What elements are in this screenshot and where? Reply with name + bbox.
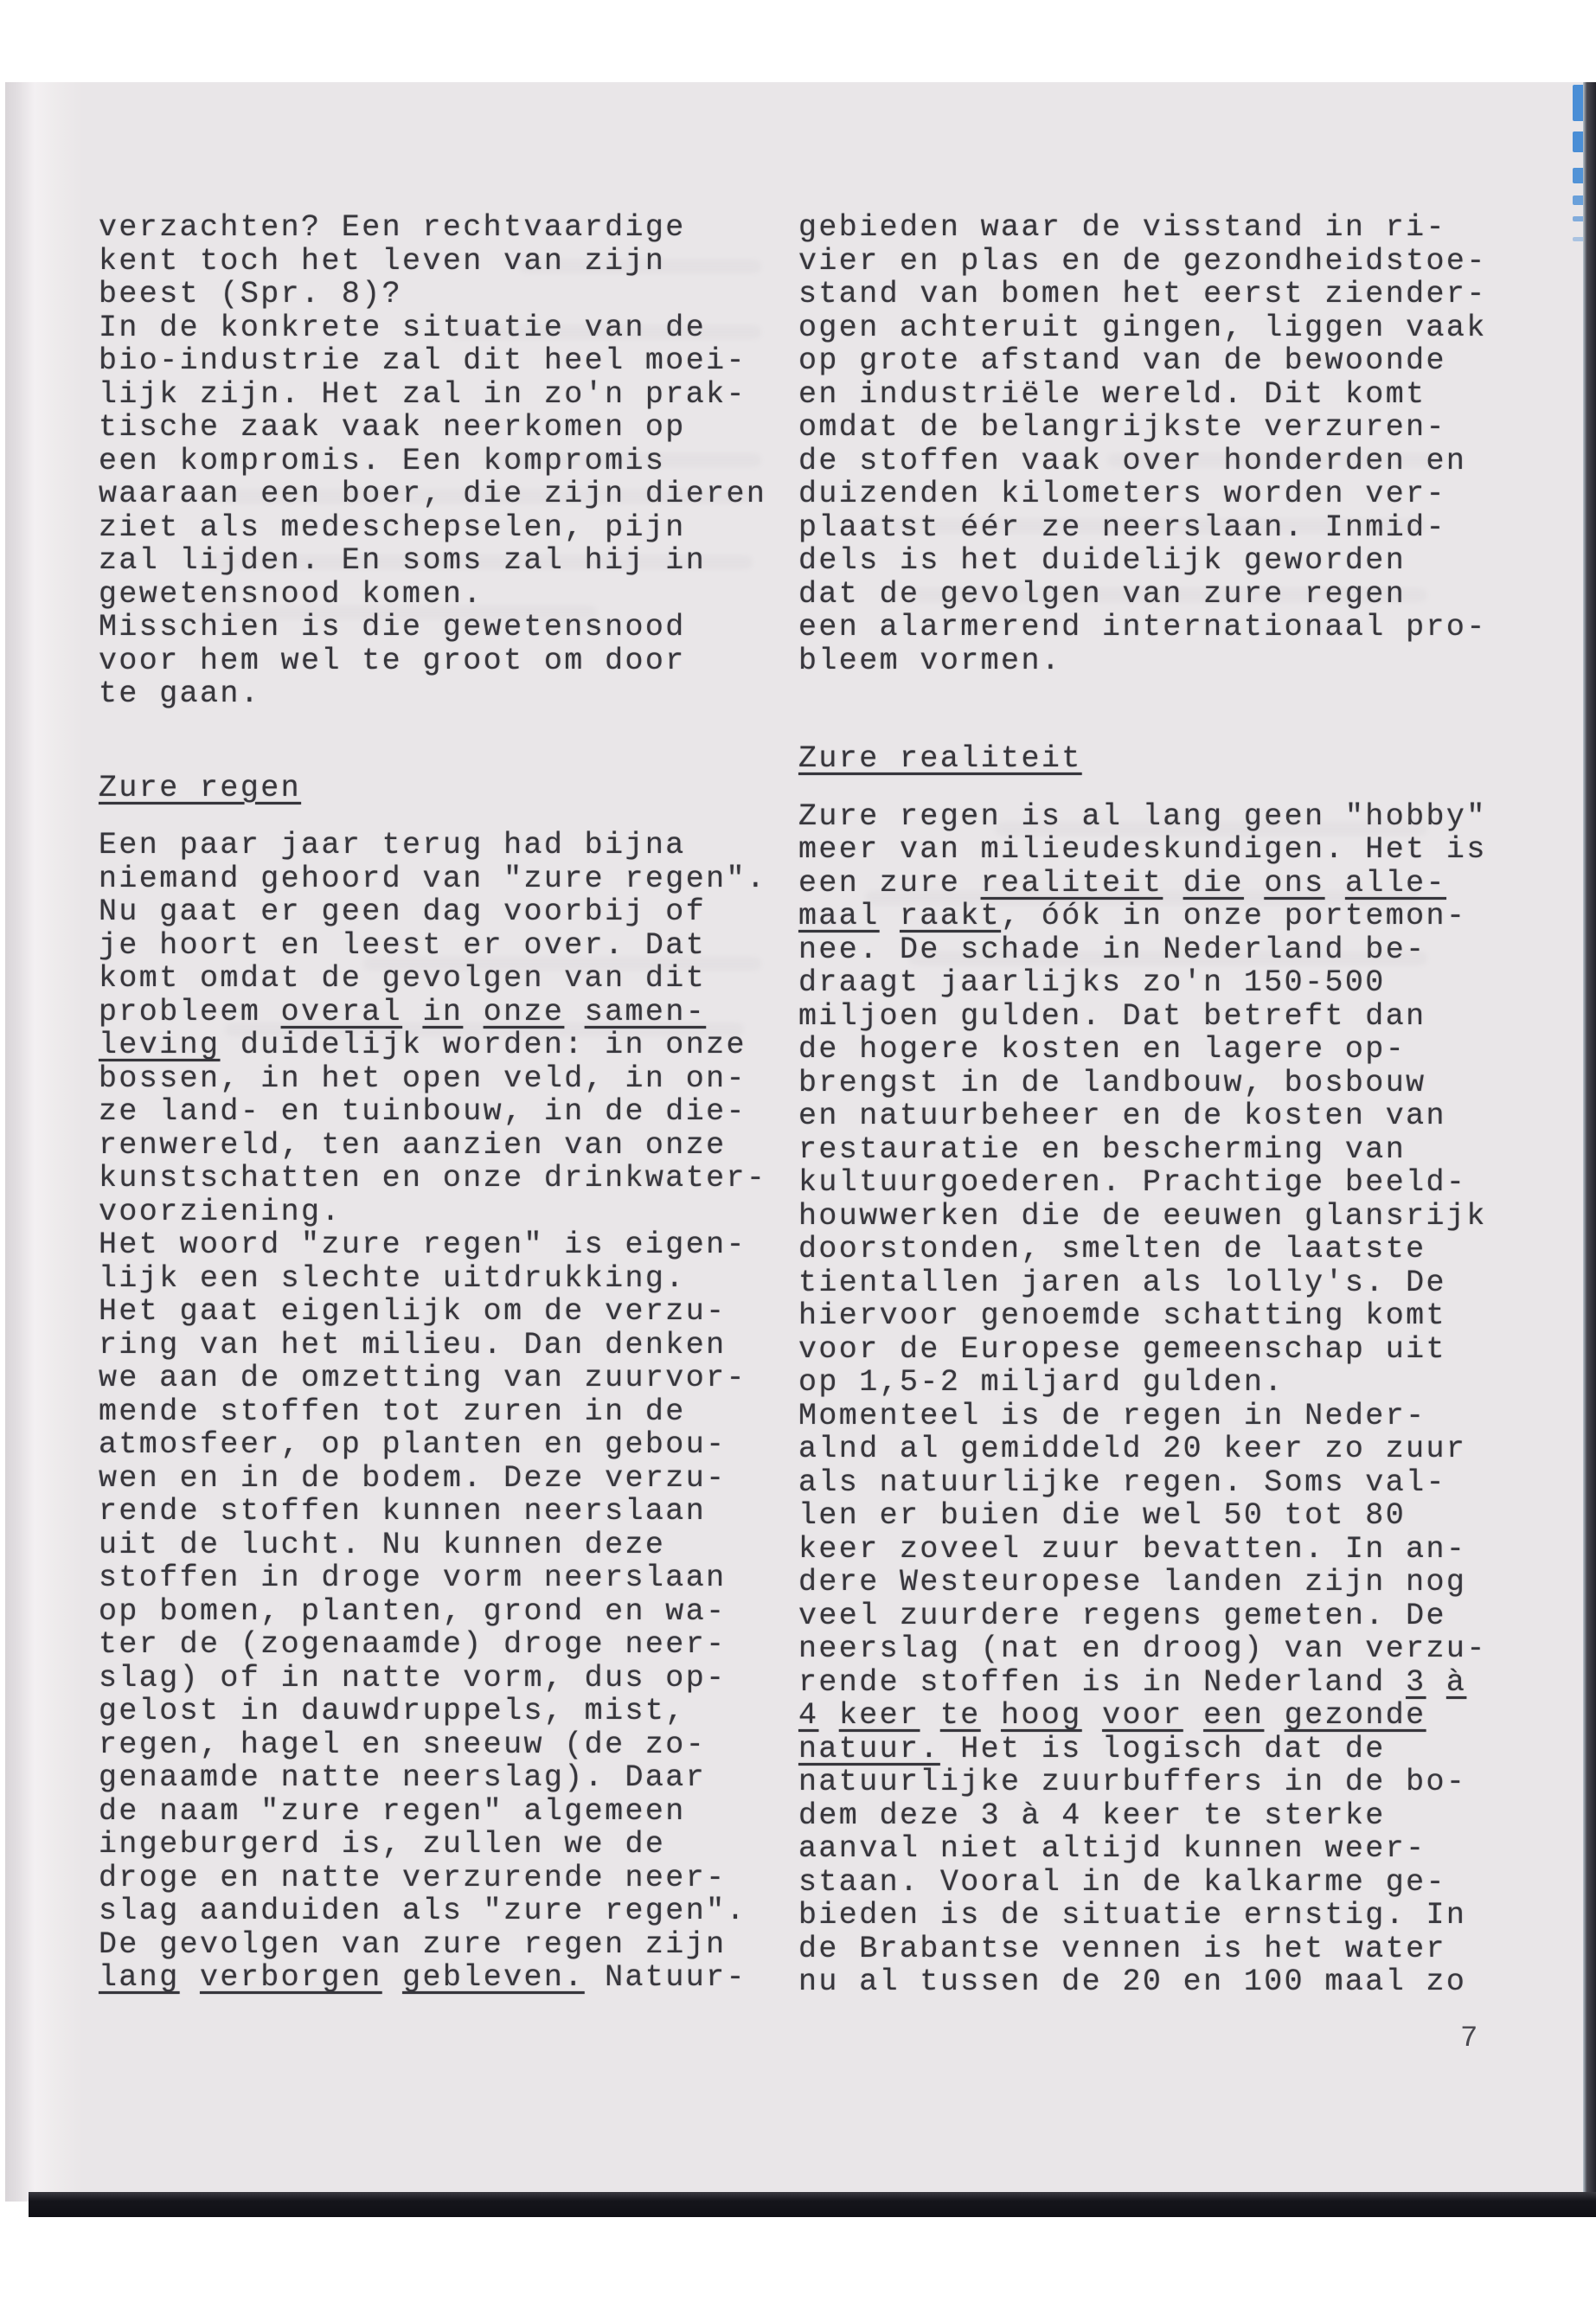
- text-line: ogen achteruit gingen, liggen vaak: [798, 310, 1487, 345]
- text-line: gebieden waar de visstand in ri-: [798, 210, 1446, 245]
- text-line: slag aanduiden als "zure regen".: [99, 1894, 747, 1928]
- text-line: miljoen gulden. Dat betreft dan: [798, 998, 1426, 1034]
- text-line: restauratie en bescherming van: [798, 1131, 1407, 1167]
- text-line: Nu gaat er geen dag voorbij of: [99, 894, 707, 929]
- text-line: mende stoffen tot zuren in de: [99, 1394, 686, 1429]
- text-line: hiervoor genoemde schatting komt: [798, 1298, 1446, 1333]
- text-line: De gevolgen van zure regen zijn: [99, 1926, 727, 1962]
- text-column-right: [798, 211, 1499, 1999]
- text-line: veel zuurdere regens gemeten. De: [798, 1598, 1446, 1633]
- text-line: meer van milieudeskundigen. Het is: [798, 832, 1487, 867]
- text-line: Momenteel is de regen in Neder-: [798, 1398, 1426, 1433]
- text-line: rende stoffen kunnen neerslaan: [99, 1494, 707, 1529]
- text-line: dels is het duidelijk geworden: [798, 543, 1407, 578]
- text-line: beest (Spr. 8)?: [99, 277, 403, 311]
- text-line: 4 keer te hoog voor een gezonde: [798, 1698, 1426, 1733]
- text-line: lijk zijn. Het zal in zo'n prak-: [99, 376, 747, 412]
- text-line: de Brabantse vennen is het water: [798, 1931, 1446, 1966]
- text-line: voor de Europese gemeenschap uit: [798, 1331, 1446, 1367]
- text-line: tientallen jaren als lolly's. De: [798, 1265, 1446, 1300]
- text-line: neerslag (nat en droog) van verzu-: [798, 1631, 1487, 1666]
- text-line: bossen, in het open veld, in on-: [99, 1061, 747, 1096]
- text-line: renwereld, ten aanzien van onze: [99, 1127, 727, 1163]
- text-line: en industriële wereld. Dit komt: [798, 376, 1426, 412]
- text-line: vier en plas en de gezondheidstoe-: [798, 243, 1487, 279]
- text-line: stand van bomen het eerst ziender-: [798, 277, 1487, 311]
- text-line: de stoffen vaak over honderden en: [798, 443, 1467, 478]
- text-line: ingeburgerd is, zullen we de: [99, 1827, 666, 1862]
- text-line: draagt jaarlijks zo'n 150-500: [798, 965, 1386, 1000]
- text-line: leving duidelijk worden: in onze: [99, 1028, 747, 1062]
- text-line: regen, hagel en sneeuw (de zo-: [99, 1727, 707, 1762]
- section-heading: [99, 772, 791, 805]
- text-line: nee. De schade in Nederland be-: [798, 932, 1426, 967]
- binding-shadow-bottom: [29, 2192, 1596, 2217]
- text-line: en natuurbeheer en de kosten van: [798, 1099, 1446, 1133]
- text-column-left: [99, 211, 791, 1995]
- text-line: maal raakt, óók in onze portemon-: [798, 899, 1467, 933]
- text-line: Zure regen is al lang geen "hobby": [798, 798, 1487, 834]
- text-line: Het gaat eigenlijk om de verzu-: [99, 1294, 727, 1329]
- text-line: wen en in de bodem. Deze verzu-: [99, 1460, 727, 1496]
- text-line: ziet als medeschepselen, pijn: [99, 510, 686, 545]
- text-line: aanval niet altijd kunnen weer-: [798, 1831, 1426, 1866]
- text-line: houwwerken die de eeuwen glansrijk: [798, 1198, 1487, 1234]
- text-line: verzachten? Een rechtvaardige: [99, 210, 686, 245]
- section-heading: [798, 742, 1499, 776]
- page-edge-shadow-right: [1583, 82, 1596, 2217]
- text-line: probleem overal in onze samen-: [99, 994, 707, 1029]
- text-line: zal lijden. En soms zal hij in: [99, 543, 707, 578]
- text-line: op grote afstand van de bewoonde: [798, 343, 1446, 378]
- text-line: Het woord "zure regen" is eigen-: [99, 1227, 747, 1262]
- text-line: de hogere kosten en lagere op-: [798, 1032, 1407, 1067]
- text-line: dere Westeuropese landen zijn nog: [798, 1565, 1467, 1599]
- paragraph: [798, 211, 1499, 677]
- text-line: Een paar jaar terug had bijna: [99, 828, 686, 862]
- text-line: de naam "zure regen" algemeen: [99, 1793, 686, 1829]
- text-line: bleem vormen.: [798, 643, 1062, 678]
- paragraph: [99, 211, 791, 711]
- text-line: plaatst éér ze neerslaan. Inmid-: [798, 510, 1446, 545]
- text-line: een zure realiteit die ons alle-: [798, 865, 1446, 901]
- text-line: op 1,5-2 miljard gulden.: [798, 1365, 1285, 1400]
- text-line: kultuurgoederen. Prachtige beeld-: [798, 1165, 1467, 1200]
- text-line: doorstonden, smelten de laatste: [798, 1232, 1426, 1266]
- page-number: 7: [1460, 2022, 1480, 2055]
- text-line: Zure regen: [99, 770, 302, 805]
- text-line: voorziening.: [99, 1194, 342, 1229]
- text-line: stoffen in droge vorm neerslaan: [99, 1561, 727, 1595]
- text-line: een kompromis. Een kompromis: [99, 443, 666, 478]
- text-line: genaamde natte neerslag). Daar: [99, 1760, 707, 1795]
- text-line: op bomen, planten, grond en wa-: [99, 1593, 727, 1629]
- text-line: kunstschatten en onze drinkwater-: [99, 1161, 767, 1195]
- text-line: dem deze 3 à 4 keer te sterke: [798, 1798, 1386, 1833]
- text-line: als natuurlijke regen. Soms val-: [798, 1465, 1446, 1500]
- text-line: natuurlijke zuurbuffers in de bo-: [798, 1765, 1467, 1799]
- text-line: niemand gehoord van "zure regen".: [99, 861, 767, 896]
- text-line: lang verborgen gebleven. Natuur-: [99, 1960, 747, 1995]
- text-line: In de konkrete situatie van de: [99, 310, 707, 345]
- text-line: ter de (zogenaamde) droge neer-: [99, 1627, 727, 1662]
- text-line: keer zoveel zuur bevatten. In an-: [798, 1531, 1467, 1567]
- text-line: je hoort en leest er over. Dat: [99, 927, 707, 963]
- text-line: rende stoffen is in Nederland 3 à: [798, 1664, 1467, 1700]
- text-line: Misschien is die gewetensnood: [99, 610, 686, 644]
- paragraph: [99, 829, 791, 1995]
- text-line: len er buien die wel 50 tot 80: [798, 1498, 1407, 1533]
- text-line: natuur. Het is logisch dat de: [798, 1731, 1386, 1766]
- text-line: duizenden kilometers worden ver-: [798, 477, 1446, 511]
- text-line: gelost in dauwdruppels, mist,: [99, 1694, 686, 1728]
- text-line: Zure realiteit: [798, 741, 1082, 776]
- text-line: uit de lucht. Nu kunnen deze: [99, 1527, 666, 1562]
- text-line: te gaan.: [99, 676, 261, 711]
- text-line: we aan de omzetting van zuurvor-: [99, 1361, 747, 1395]
- text-line: nu al tussen de 20 en 100 maal zo: [798, 1965, 1467, 1999]
- text-line: ze land- en tuinbouw, in de die-: [99, 1094, 747, 1129]
- text-line: gewetensnood komen.: [99, 576, 484, 612]
- text-line: droge en natte verzurende neer-: [99, 1860, 727, 1895]
- text-line: alnd al gemiddeld 20 keer zo zuur: [798, 1432, 1467, 1466]
- text-line: omdat de belangrijkste verzuren-: [798, 410, 1446, 445]
- text-line: bieden is de situatie ernstig. In: [798, 1898, 1467, 1932]
- text-line: waaraan een boer, die zijn dieren: [99, 477, 767, 511]
- text-line: slag) of in natte vorm, dus op-: [99, 1660, 727, 1695]
- text-line: bio-industrie zal dit heel moei-: [99, 343, 747, 378]
- text-line: lijk een slechte uitdrukking.: [99, 1260, 686, 1296]
- paragraph: [798, 800, 1499, 1999]
- text-line: brengst in de landbouw, bosbouw: [798, 1065, 1426, 1100]
- text-line: atmosfeer, op planten en gebou-: [99, 1427, 727, 1462]
- text-line: staan. Vooral in de kalkarme ge-: [798, 1864, 1446, 1900]
- text-line: kent toch het leven van zijn: [99, 243, 666, 279]
- text-line: ring van het milieu. Dan denken: [99, 1327, 727, 1362]
- text-line: tische zaak vaak neerkomen op: [99, 410, 686, 445]
- text-line: dat de gevolgen van zure regen: [798, 576, 1407, 612]
- text-line: komt omdat de gevolgen van dit: [99, 961, 707, 996]
- text-line: een alarmerend internationaal pro-: [798, 610, 1487, 644]
- text-line: voor hem wel te groot om door: [99, 643, 686, 678]
